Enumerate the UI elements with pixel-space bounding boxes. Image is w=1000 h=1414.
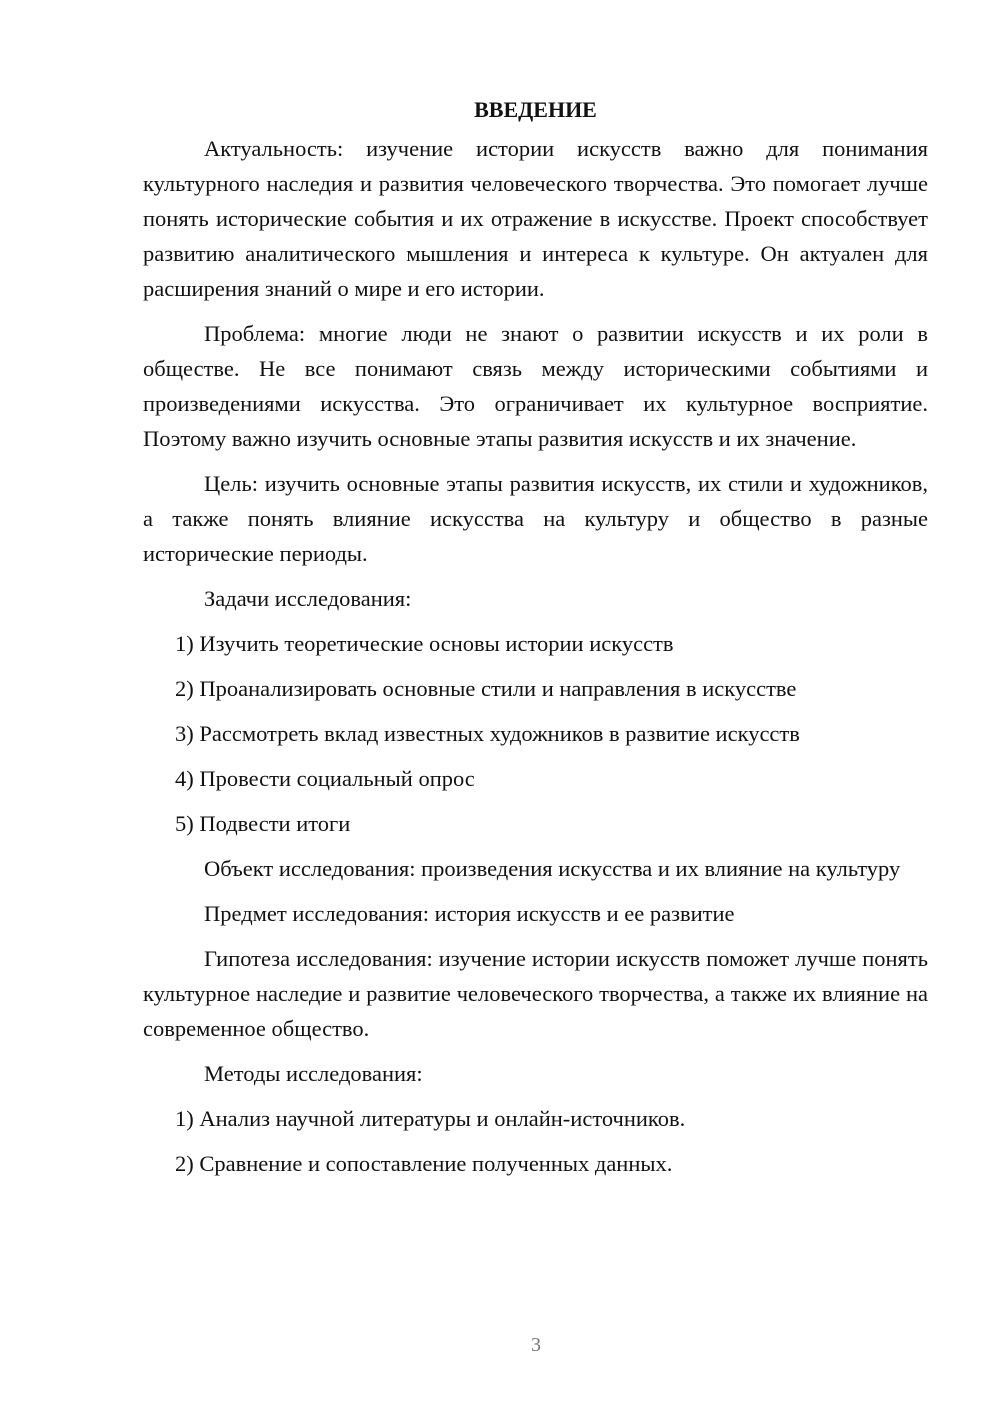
subject-paragraph: Предмет исследования: история искусств и ее развитие (204, 901, 735, 926)
task-item: 2) Проанализировать основные стили и направления в искусстве (175, 676, 797, 701)
page-content (143, 92, 928, 1191)
problem-paragraph: Проблема: многие люди не знают о развитии искусств и их роли в обществе. Не все понимают связь между историческими событиями и произведениями искусства. Это ограничивает их культурное восприятие. Поэтому важно изучить основные этапы развития искусств и их значение. (143, 321, 928, 451)
task-item: 3) Рассмотреть вклад известных художников в развитие искусств (175, 721, 800, 746)
task-item: 4) Провести социальный опрос (175, 766, 475, 791)
methods-heading: Методы исследования: (204, 1061, 423, 1086)
goal-paragraph: Цель: изучить основные этапы развития искусств, их стили и художников, а также понять влияние искусства на культуру и общество в разные исторические периоды. (143, 471, 928, 566)
task-item: 1) Изучить теоретические основы истории искусств (175, 631, 674, 656)
page-number: 3 (531, 1334, 541, 1356)
task-item: 5) Подвести итоги (175, 811, 351, 836)
relevance-paragraph: Актуальность: изучение истории искусств важно для понимания культурного наследия и развития человеческого творчества. Это помогает лучше понять исторические события и их отражение в искусстве. Проект способствует развитию аналитического мышления и интереса к культуре. Он актуален для расширения знаний о мире и его истории. (143, 136, 928, 301)
section-title: ВВЕДЕНИЕ (474, 97, 597, 122)
hypothesis-paragraph: Гипотеза исследования: изучение истории искусств поможет лучше понять культурное наследие и развитие человеческого творчества, а также их влияние на современное общество. (143, 946, 928, 1041)
object-paragraph: Объект исследования: произведения искусства и их влияние на культуру (204, 856, 901, 881)
tasks-heading: Задачи исследования: (204, 586, 412, 611)
method-item: 1) Анализ научной литературы и онлайн-источников. (175, 1106, 686, 1131)
method-item: 2) Сравнение и сопоставление полученных данных. (175, 1151, 673, 1176)
